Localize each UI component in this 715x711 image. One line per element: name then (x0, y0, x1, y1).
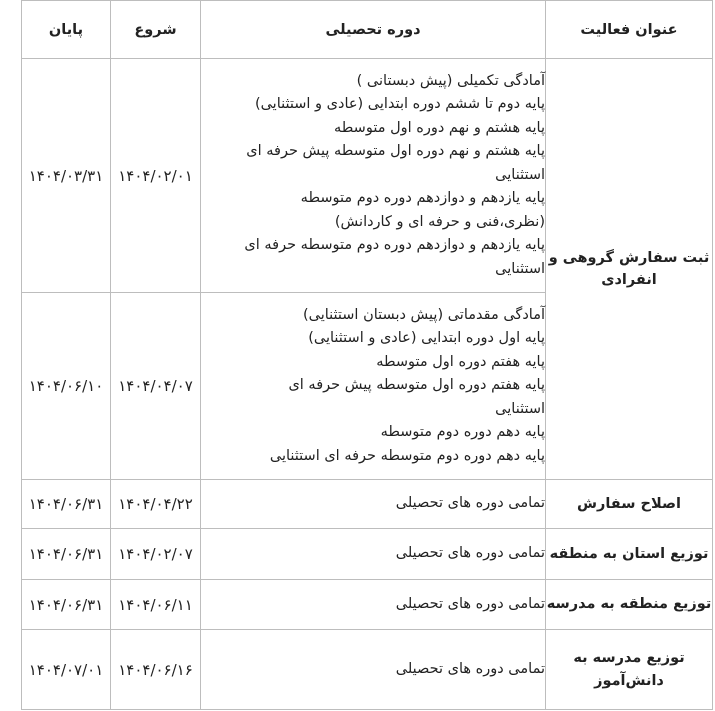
period-line: آمادگی تکمیلی (پیش دبستانی ) (356, 72, 545, 89)
table-row (22, 529, 713, 580)
activity-cell: اصلاح سفارش (546, 480, 713, 529)
period-line: پایه یازدهم و دوازدهم دوره دوم متوسطه (300, 190, 545, 207)
activity-cell: توزیع مدرسه به دانش‌آموز (546, 630, 713, 710)
end-date: ۱۴۰۴/۰۶/۱۰ (22, 293, 111, 480)
end-date: ۱۴۰۴/۰۶/۳۱ (22, 580, 111, 630)
period-line: پایه هشتم و نهم دوره اول متوسطه (334, 119, 545, 136)
activity-cell: توزیع منطقه به مدرسه (546, 580, 713, 630)
end-date: ۱۴۰۴/۰۷/۰۱ (22, 630, 111, 710)
period-line: پایه هشتم و نهم دوره اول متوسطه پیش حرفه ای (246, 143, 545, 160)
start-date: ۱۴۰۴/۰۶/۱۱ (111, 580, 201, 630)
table-row (22, 59, 713, 293)
start-date: ۱۴۰۴/۰۴/۰۷ (111, 293, 201, 480)
end-date: ۱۴۰۴/۰۶/۳۱ (22, 480, 111, 529)
period-line: (نظری،فنی و حرفه ای و کاردانش) (334, 213, 545, 230)
period-cell: تمامی دوره های تحصیلی (201, 529, 546, 580)
end-date: ۱۴۰۴/۰۳/۳۱ (22, 59, 111, 293)
start-date: ۱۴۰۴/۰۶/۱۶ (111, 630, 201, 710)
header-row (22, 1, 713, 59)
period-line: استثنایی (495, 260, 545, 277)
period-cell (201, 59, 546, 293)
end-date: ۱۴۰۴/۰۶/۳۱ (22, 529, 111, 580)
schedule-table (21, 0, 713, 710)
table-row (22, 630, 713, 710)
table-row (22, 480, 713, 529)
period-cell: تمامی دوره های تحصیلی (201, 630, 546, 710)
period-cell: تمامی دوره های تحصیلی (201, 480, 546, 529)
header-end: پایان (22, 1, 111, 59)
period-line: استثنایی (495, 166, 545, 183)
period-line: پایه هفتم دوره اول متوسطه پیش حرفه ای (288, 377, 545, 394)
period-line: پایه دوم تا ششم دوره ابتدایی (عادی و استثنایی) (254, 96, 545, 113)
period-cell: تمامی دوره های تحصیلی (201, 580, 546, 630)
header-start: شروع (111, 1, 201, 59)
period-line: پایه دهم دوره دوم متوسطه (380, 424, 545, 441)
activity-cell: توزیع استان به منطقه (546, 529, 713, 580)
start-date: ۱۴۰۴/۰۲/۰۷ (111, 529, 201, 580)
start-date: ۱۴۰۴/۰۲/۰۱ (111, 59, 201, 293)
activity-cell: ثبت سفارش گروهی و انفرادی (546, 59, 713, 480)
period-line: آمادگی مقدماتی (پیش دبستان استثنایی) (302, 306, 545, 323)
period-line: پایه دهم دوره دوم متوسطه حرفه ای استثنایی (269, 447, 545, 464)
period-cell (201, 293, 546, 480)
period-line: استثنایی (495, 400, 545, 417)
header-activity: عنوان فعالیت (546, 1, 713, 59)
period-line: پایه یازدهم و دوازدهم دوره دوم متوسطه حرفه ای (244, 237, 545, 254)
header-period: دوره تحصیلی (201, 1, 546, 59)
table-row (22, 580, 713, 630)
period-line: پایه اول دوره ابتدایی (عادی و استثنایی) (308, 330, 545, 347)
period-line: پایه هفتم دوره اول متوسطه (376, 353, 545, 370)
start-date: ۱۴۰۴/۰۴/۲۲ (111, 480, 201, 529)
